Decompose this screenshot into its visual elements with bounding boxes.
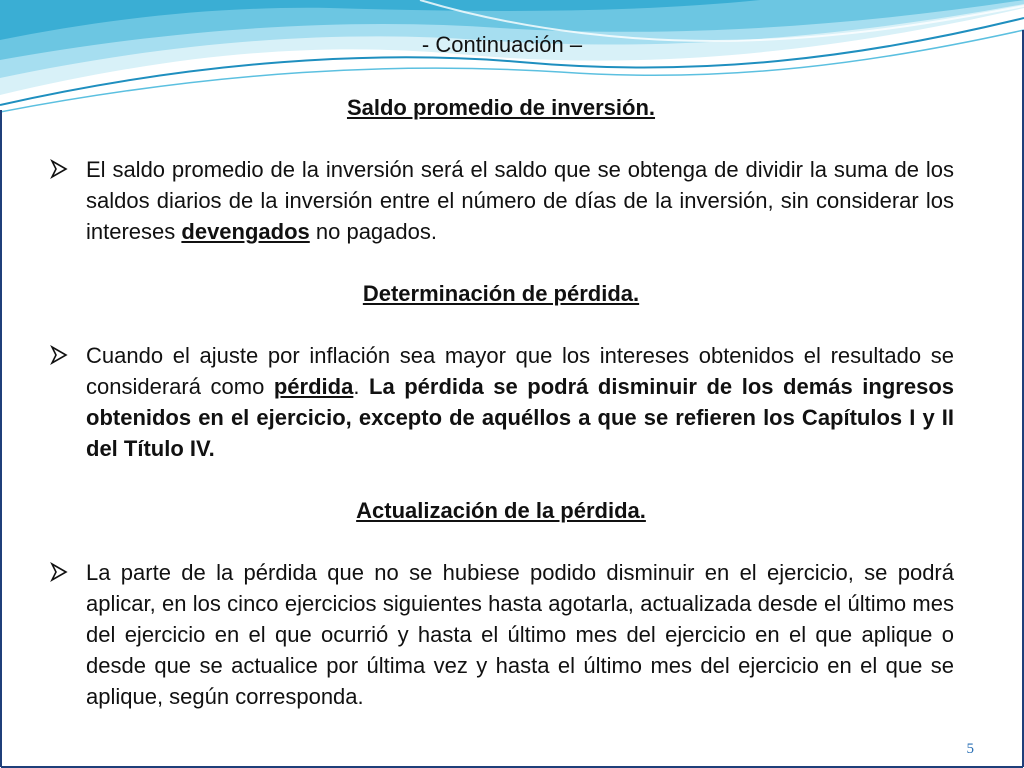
page-number: 5 xyxy=(966,741,974,757)
bullet-actualizacion xyxy=(48,557,954,712)
slide-content xyxy=(48,88,954,712)
emphasis-perdida: pérdida xyxy=(273,374,354,399)
arrow-bullet-icon xyxy=(50,345,68,365)
bullet-text: Cuando el ajuste por inflación sea mayor que los intereses obtenidos el resultado se considerará como xyxy=(86,343,954,399)
section-heading-actualizacion: Actualización de la pérdida. xyxy=(356,498,646,523)
arrow-bullet-icon xyxy=(50,159,68,179)
section-heading-saldo: Saldo promedio de inversión. xyxy=(346,95,656,120)
bullet-text: El saldo promedio de la inversión será el saldo que se obtenga de dividir la suma de los saldos diarios de la inversión entre el número de días de la inversión, sin considerar los intereses xyxy=(86,157,954,244)
bullet-perdida xyxy=(48,340,954,464)
continuation-label: - Continuación – xyxy=(421,32,583,57)
bullet-text-tail: no pagados. xyxy=(309,219,437,244)
section-heading-perdida: Determinación de pérdida. xyxy=(362,281,640,306)
emphasis-devengados: devengados xyxy=(181,219,310,244)
bullet-bold-text: La pérdida se podrá disminuir de los demás ingresos obtenidos en el ejercicio, excepto de aquéllos a que se refieren los Capítulos I y II del Título IV. xyxy=(86,374,954,461)
arrow-bullet-icon xyxy=(50,562,68,582)
bullet-text: La parte de la pérdida que no se hubiese podido disminuir en el ejercicio, se podrá aplicar, en los cinco ejercicios siguientes hasta agotarla, actualizada desde el último mes del ejercicio en el que ocurrió y hasta el último mes del ejercicio en el que aplique o desde que se actualice por última vez y hasta el último mes del ejercicio en el que se aplique, según corresponda. xyxy=(86,560,954,709)
bullet-text-middle: . xyxy=(353,374,369,399)
bullet-saldo xyxy=(48,154,954,247)
